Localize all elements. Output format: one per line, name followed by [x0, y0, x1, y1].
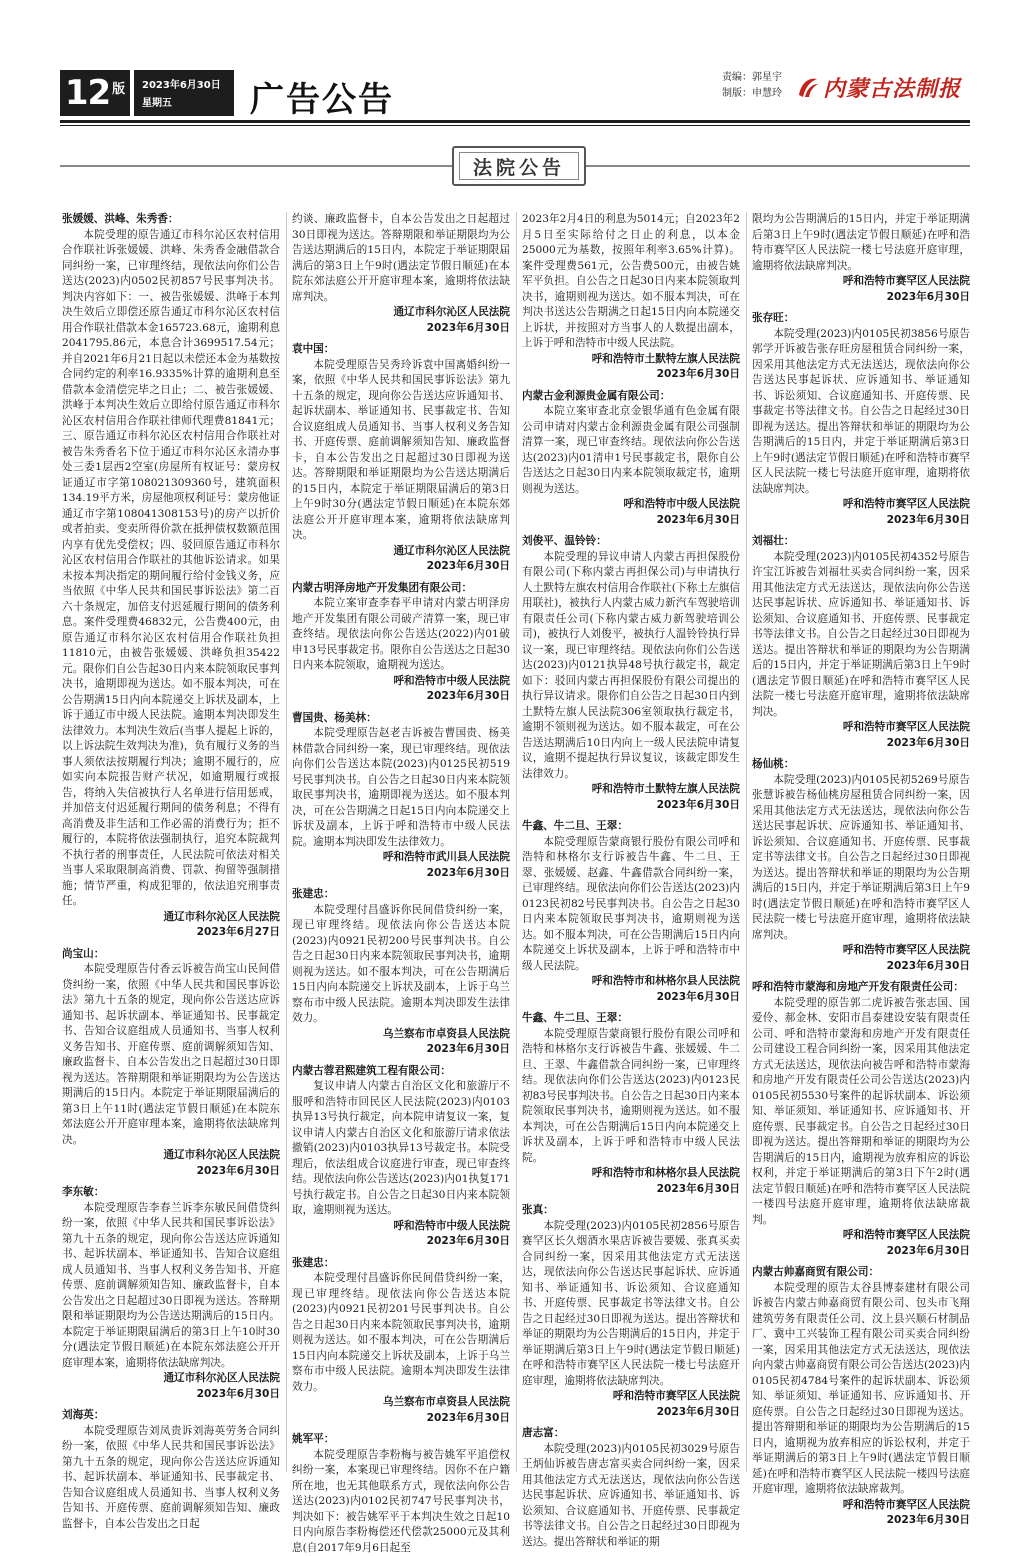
notice-body: 本院受理付昌盛诉你民间借贷纠纷一案，现已审理终结。现依法向你公告送达本院(2023)内0921民初200号民事判决书。自公告之日起30日内来本院领取民事判决书，逾期则视为送达。如不服本判决，可在公告期满后15日内向本院递交上诉状及副本，上诉于乌兰察布市中级人民法院。逾期本判决即发生法律效力。	[292, 903, 510, 1027]
notice-court: 呼和浩特市赛罕区人民法院	[522, 1389, 740, 1405]
notice-body: 本院受理原告刘凤贵诉刘海英劳务合同纠纷一案，依照《中华人民共和国民事诉讼法》第九十五条的规定，现向你公告送达应诉通知书、起诉状副本、举证通知书、民事裁定书、告知合议庭组成人员通知书、当事人权利义务告知书、开庭传票、庭前调解须知告知、廉政监督卡，自本公告发出之日起	[62, 1424, 280, 1533]
notice-court: 呼和浩特市和林格尔县人民法院	[522, 1166, 740, 1182]
notice-court: 通辽市科尔沁区人民法院	[62, 910, 280, 926]
masthead-rule-thick	[60, 120, 970, 123]
court-notice	[752, 534, 970, 751]
notice-court: 呼和浩特市中级人民法院	[522, 497, 740, 513]
notice-addressee: 刘俊平、温铃铃：	[522, 534, 740, 550]
notice-date: 2023年6月30日	[752, 513, 970, 529]
notice-court: 呼和浩特市赛罕区人民法院	[752, 1228, 970, 1244]
notice-body: 本院受理(2023)内0105民初2856号原告赛罕区长久烟酒水果店诉被告要媛、张真买卖合同纠纷一案，因采用其他法定方式无法送达，现依法向你公告送达民事起诉状、应诉通知书、举证通知书、诉讼须知、合议庭通知书、开庭传票、民事裁定书等法律文书。自公告之日起经过30日即视为送达。提出答辩状和举证的期限均为公告期满后的15日内，并定于举证期满后第3日上午9时(遇法定节假日顺延)在呼和浩特市赛罕区人民法院一楼七号法庭开庭审理，逾期将依法缺席判决。	[522, 1219, 740, 1390]
column-1	[62, 212, 280, 1472]
notice-addressee: 张存旺：	[752, 311, 970, 327]
notice-addressee: 张媛媛、洪峰、朱秀香：	[62, 212, 280, 228]
notice-date: 2023年6月27日	[62, 925, 280, 941]
paper-logo-icon	[795, 75, 821, 101]
notice-addressee: 张建忠：	[292, 1256, 510, 1272]
court-notice	[62, 1185, 280, 1402]
column-divider	[286, 212, 287, 1472]
notice-date: 2023年6月30日	[752, 959, 970, 975]
court-notice	[752, 1265, 970, 1529]
notice-court: 通辽市科尔沁区人民法院	[292, 544, 510, 560]
court-notice-banner	[0, 146, 1024, 186]
notice-body: 2023年2月4日的利息为5014元；自2023年2月5日至实际给付之日止的利息，以本金25000元为基数，按照年利率3.65%计算)。案件受理费561元，公告费500元，由被告姚军平负担。自公告之日起30日内来本院领取判决书，逾期则视为送达。如不服本判决，可在判决书送达公告期满之日起15日内向本院递交上诉状，并按照对方当事人的人数提出副本，上诉于呼和浩特市中级人民法院。	[522, 212, 740, 352]
notice-addressee: 刘福壮：	[752, 534, 970, 550]
notice-addressee: 内蒙古帅嘉商贸有限公司：	[752, 1265, 970, 1281]
notice-date: 2023年6月30日	[292, 689, 510, 705]
court-notice	[292, 342, 510, 575]
paper-logo	[795, 72, 961, 103]
masthead	[60, 70, 970, 118]
notice-addressee: 李东敏：	[62, 1185, 280, 1201]
producer-line: 制版：申慧玲	[722, 86, 782, 102]
notice-body: 本院受理原告蒙商银行股份有限公司呼和浩特和林格尔支行诉被告牛鑫、牛二旦、王翠、张媛媛、赵鑫、牛鑫借款合同纠纷一案，已审理终结。现依法向你们公告送达(2023)内0123民初82号民事判决书。自公告之日起30日内来本院领取民事判决书，逾期则视为送达。如不服本判决，可在公告期满后15日内向本院递交上诉状及副本，上诉于呼和浩特市中级人民法院。	[522, 835, 740, 975]
notice-addressee: 内蒙古金利源贵金属有限公司：	[522, 389, 740, 405]
column-2	[292, 212, 510, 1472]
notice-date: 2023年6月30日	[522, 513, 740, 529]
editor-credits	[722, 70, 782, 102]
notice-body: 复议申请人内蒙古自治区文化和旅游厅不服呼和浩特市回民区人民法院(2023)内0103执异13号执行裁定，向本院申请复议一案，复议申请人内蒙古自治区文化和旅游厅请求依法撤销(2023)内0103执异13号裁定书。本院受理后，依法组成合议庭进行审查，现已审查终结。现依法向你公告送达(2023)内01执复171号执行裁定书。自公告之日起30日内来本院领取，逾期则视为送达。	[292, 1079, 510, 1219]
paper-name: 内蒙古法制报	[823, 72, 961, 103]
court-notice	[522, 1426, 740, 1550]
notice-court: 通辽市科尔沁区人民法院	[62, 1371, 280, 1387]
notice-body: 本院立案审查李春平申请对内蒙古明泽房地产开发集团有限公司破产清算一案，现已审查终结。现依法向你公告送达(2022)内01破申13号民事裁定书。限你自公告送达之日起30日内来本院领取，逾期视为送达。	[292, 596, 510, 674]
court-notice	[292, 581, 510, 705]
notice-addressee: 姚军平：	[292, 1432, 510, 1448]
court-notice	[522, 819, 740, 1005]
notice-body: 本院受理的异议申请人内蒙古再担保股份有限公司(下称内蒙古再担保公司)与申请执行人土默特左旗农村信用合作联社(下称土左旗信用联社)，被执行人内蒙古威力新汽车驾驶培训有限责任公司(下称内蒙古威力新驾驶培训公司)，被执行人刘俊平，被执行人温铃铃执行异议一案，现已审理终结。现依法向你们公告送达(2023)内0121执异48号执行裁定书，裁定如下：驳回内蒙古再担保股份有限公司提出的执行异议请求。限你们自公告之日起30日内到土默特左旗人民法院306室领取执行裁定书，逾期不领则视为送达。如不服本裁定，可在公告送达期满后10日内向上一级人民法院申请复议，逾期不提起执行异议复议，该裁定即发生法律效力。	[522, 550, 740, 783]
court-notice	[292, 887, 510, 1058]
banner-title: 法院公告	[459, 152, 579, 180]
notice-date: 2023年6月30日	[292, 559, 510, 575]
banner-line-right	[582, 165, 970, 167]
notice-addressee: 张建忠：	[292, 887, 510, 903]
banner-line-left	[60, 165, 452, 167]
issue-weekday: 星期五	[142, 95, 234, 113]
court-notice	[752, 311, 970, 528]
notice-body: 本院受理(2023)内0105民初3029号原告王炳仙诉被告唐志富买卖合同纠纷一案，因采用其他法定方式无法送达，现依法向你公告送达民事起诉状、应诉通知书、举证通知书、诉讼须知、合议庭通知书、开庭传票、民事裁定书等法律文书。自公告之日起经过30日即视为送达。提出答辩状和举证的期	[522, 1442, 740, 1551]
court-notice	[522, 1011, 740, 1197]
notice-body: 本院受理的原告通辽市科尔沁区农村信用合作联社诉张媛媛、洪峰、朱秀香金融借款合同纠纷一案，已审理终结，现依法向你们公告送达(2023)内0502民初857号民事判决书。判决内容如下：一、被告张媛媛、洪峰于本判决生效后立即偿还原告通辽市科尔沁区农村信用合作联社借款本金165723.68元，逾期利息2041795.86元，本息合计3699517.54元；并自2021年6月21日起以未偿还本金为基数按合同约定的利率16.9335%计算的逾期利息至借款本金清偿完毕之日止；二、被告张媛媛、洪峰于本判决生效后立即给付原告通辽市科尔沁区农村信用合作联社律师代理费81841元；三、原告通辽市科尔沁区农村信用合作联社对被告朱秀香名下位于通辽市科尔沁区永清办事处三委1层西2空室(房屋所有权证号：蒙房权证通辽市字第108021309360号，建筑面积134.19平方米，房屋他项权利证号：蒙房他证通辽市字第108041308153号)的房产以折价或者拍卖、变卖所得价款在抵押债权数额范围内享有优先受偿权；四、驳回原告通辽市科尔沁区农村信用合作联社的其他诉讼请求。如果未按本判决指定的期间履行给付金钱义务，应当依照《中华人民共和国民事诉讼法》第二百六十条规定，加倍支付迟延履行期间的债务利息。案件受理费46832元，公告费400元，由原告通辽市科尔沁区农村信用合作联社负担11810元，由被告张媛媛、洪峰负担35422元。限你们自公告起30日内来本院领取民事判决书，逾期即视为送达。如不服本判决，可在公告期满15日内向本院递交上诉状及副本，上诉于通辽市中级人民法院。逾期本判决即发生法律效力。本判决生效后(当事人提起上诉的，以上诉法院生效判决为准)，负有履行义务的当事人须依法按期履行判决；逾期不履行的，应如实向本院报告财产状况，如逾期履行或报告，将纳入失信被执行人名单进行信用惩戒，并加倍支付迟延履行期间的债务利息；不得有高消费及非生活和工作必需的消费行为；拒不履行的，本院将依法强制执行，追究本院裁判不执行者的刑事责任，人民法院可依法对相关当事人采取限制高消费、罚款、拘留等强制措施；情节严重，构成犯罪的，依法追究刑事责任。	[62, 228, 280, 910]
notice-date: 2023年6月30日	[292, 1234, 510, 1250]
notice-body: 限均为公告期满后的15日内，并定于举证期满后第3日上午9时(遇法定节假日顺延)在呼和浩特市赛罕区人民法院一楼七号法庭开庭审理，逾期将依法缺席判决。	[752, 212, 970, 274]
notice-date: 2023年6月30日	[292, 1042, 510, 1058]
column-3	[522, 212, 740, 1472]
notice-body: 本院受理原告李春兰诉李东敏民间借贷纠纷一案，依照《中华人民共和国民事诉讼法》第九十五条的规定，现向你公告送达应诉通知书、起诉状副本、举证通知书、告知合议庭组成人员通知书、当事人权利义务告知书、开庭传票、庭前调解须知告知、廉政监督卡，自本公告发出之日起超过30日即视为送达。答辩期限和举证期限均为公告送达期满后的15日内。本院定于举证期限届满后的第3日上午10时30分(遇法定节假日顺延)在本院东郊法庭公开开庭审理本案，逾期将依法缺席判决。	[62, 1201, 280, 1372]
notice-date: 2023年6月30日	[752, 290, 970, 306]
notice-date: 2023年6月30日	[292, 866, 510, 882]
notice-date: 2023年6月30日	[522, 1182, 740, 1198]
banner-frame	[452, 146, 586, 186]
notice-date: 2023年6月30日	[522, 990, 740, 1006]
notice-court: 呼和浩特市赛罕区人民法院	[752, 720, 970, 736]
notice-addressee: 呼和浩特市蒙海和房地产开发有限责任公司：	[752, 980, 970, 996]
notice-addressee: 唐志富：	[522, 1426, 740, 1442]
notice-court: 呼和浩特市赛罕区人民法院	[752, 943, 970, 959]
court-notice	[292, 1064, 510, 1250]
notice-court: 呼和浩特市武川县人民法院	[292, 850, 510, 866]
notice-court: 呼和浩特市土默特左旗人民法院	[522, 352, 740, 368]
notice-body: 本院受理原告吴秀玲诉袁中国离婚纠纷一案，依照《中华人民共和国民事诉讼法》第九十五条的规定，现向你公告送达应诉通知书、起诉状副本、举证通知书、民事裁定书、告知合议庭组成人员通知书、当事人权利义务告知书、开庭传票、庭前调解须知告知、廉政监督卡，自本公告发出之日起超过30日即视为送达。答辩期限和举证期限均为公告送达期满后的15日内，本院定于举证期限届满后的第3日上午9时30分(遇法定节假日顺延)在本院东郊法庭公开开庭审理本案，逾期将依法缺席判决。	[292, 358, 510, 544]
court-notice	[292, 1256, 510, 1427]
notice-body: 本院受理原告赵老吉诉被告曹国贵、杨美林借款合同纠纷一案，现已审理终结。现依法向你们公告送达本院(2023)内0125民初519号民事判决书。自公告之日起30日内来本院领取民事判决书，逾期即视为送达。如不服本判决，可在公告期满之日起15日内向本院递交上诉状及副本，上诉于呼和浩特市中级人民法院。逾期本判决即发生法律效力。	[292, 726, 510, 850]
notice-body: 本院受理原告蒙商银行股份有限公司呼和浩特和林格尔支行诉被告牛鑫、张媛媛、牛二旦、王翠、牛鑫借款合同纠纷一案，已审理终结。现依法向你们公告送达(2023)内0123民初83号民事判决书。自公告之日起30日内来本院领取民事判决书，逾期则视为送达。如不服本判决，可在公告期满后15日内向本院递交上诉状及副本，上诉于呼和浩特市中级人民法院。	[522, 1027, 740, 1167]
notice-body: 本院受理(2023)内0105民初5269号原告张慧诉被告杨仙桃房屋租赁合同纠纷一案，因采用其他法定方式无法送达，现依法向你公告送达民事起诉状、应诉通知书、举证通知书、诉讼须知、合议庭通知书、开庭传票、民事裁定书等法律文书。自公告之日起经过30日即视为送达。提出答辩状和举证的期限均为公告期满后的15日内，并定于举证期满后第3日上午9时(遇法定节假日顺延)在呼和浩特市赛罕区人民法院一楼七号法庭开庭审理，逾期将依法缺席判决。	[752, 773, 970, 944]
section-title: 广告公告	[250, 72, 394, 121]
notice-addressee: 张真：	[522, 1203, 740, 1219]
column-divider	[516, 212, 517, 1472]
page-number-box	[60, 70, 130, 116]
notice-court: 乌兰察布市卓资县人民法院	[292, 1027, 510, 1043]
notice-body: 本院立案审查北京金银华通有色金属有限公司申请对内蒙古金利源贵金属有限公司强制清算一案，现已审查终结。现依法向你公告送达(2023)内01清申1号民事裁定书，限你自公告送达之日起30日内来本院领取裁定书，逾期则视为送达。	[522, 404, 740, 497]
court-notice	[752, 980, 970, 1259]
masthead-rule-thin	[60, 125, 970, 126]
notice-date: 2023年6月30日	[62, 1387, 280, 1403]
court-notice	[62, 1408, 280, 1532]
editor-line: 责编：郭星宇	[722, 70, 782, 86]
court-notice	[522, 212, 740, 383]
notice-addressee: 牛鑫、牛二旦、王翠：	[522, 819, 740, 835]
notice-body: 本院受理(2023)内0105民初3856号原告郭学开诉被告张存旺房屋租赁合同纠纷一案，因采用其他法定方式无法送达，现依法向你公告送达民事起诉状、应诉通知书、举证通知书、诉讼须知、合议庭通知书、开庭传票、民事裁定书等法律文书。自公告之日起经过30日即视为送达。提出答辩状和举证的期限均为公告期满后的15日内，并定于举证期满后第3日上午9时(遇法定节假日顺延)在呼和浩特市赛罕区人民法院一楼七号法庭开庭审理，逾期将依法缺席判决。	[752, 327, 970, 498]
page-number: 12	[65, 73, 110, 113]
notice-addressee: 袁中国：	[292, 342, 510, 358]
notice-date: 2023年6月30日	[522, 1405, 740, 1421]
notice-body: 本院受理付昌盛诉你民间借贷纠纷一案，现已审理终结。现依法向你公告送达本院(2023)内0921民初201号民事判决书。自公告之日起30日内来本院领取民事判决书，逾期则视为送达。如不服本判决，可在公告期满后15日内向本院递交上诉状及副本，上诉于乌兰察布市中级人民法院。逾期本判决即发生法律效力。	[292, 1271, 510, 1395]
court-notice	[752, 757, 970, 974]
notice-court: 呼和浩特市赛罕区人民法院	[752, 274, 970, 290]
page-unit: 版	[112, 78, 125, 97]
court-notice	[292, 711, 510, 882]
notice-date: 2023年6月30日	[292, 321, 510, 337]
notice-court: 呼和浩特市中级人民法院	[292, 674, 510, 690]
column-4	[752, 212, 970, 1472]
notice-body: 本院受理原告李粉梅与被告姚军平追偿权纠纷一案，本案现已审理终结。因你不在户籍所在地，也无其他联系方式，现依法向你公告送达(2023)内0102民初747号民事判决书，判决如下：被告姚军平于本判决生效之日起10日内向原告李粉梅偿还代偿款25000元及其利息(自2017年9月6日起至	[292, 1448, 510, 1556]
column-divider	[746, 212, 747, 1472]
notice-date: 2023年6月30日	[752, 1244, 970, 1260]
court-notice	[62, 947, 280, 1180]
notice-date: 2023年6月30日	[522, 367, 740, 383]
notice-addressee: 尚宝山：	[62, 947, 280, 963]
notice-court: 通辽市科尔沁区人民法院	[62, 1148, 280, 1164]
notice-court: 通辽市科尔沁区人民法院	[292, 305, 510, 321]
notice-court: 呼和浩特市中级人民法院	[292, 1219, 510, 1235]
court-notice	[292, 1432, 510, 1556]
notice-addressee: 刘海英：	[62, 1408, 280, 1424]
court-notice	[522, 1203, 740, 1420]
notice-court: 呼和浩特市赛罕区人民法院	[752, 497, 970, 513]
court-notice	[752, 212, 970, 305]
notice-addressee: 内蒙古蓉君熙建筑工程有限公司：	[292, 1064, 510, 1080]
notice-body: 约谈、廉政监督卡，自本公告发出之日起超过30日即视为送达。答辩期限和举证期限均为公告送达期满后的15日内，本院定于举证期限届满后的第3日上午9时(遇法定节假日顺延)在本院东郊法庭公开开庭审理本案，逾期将依法缺席判决。	[292, 212, 510, 305]
notice-body: 本院受理(2023)内0105民初4352号原告许宝江诉被告刘福壮买卖合同纠纷一案，因采用其他法定方式无法送达，现依法向你公告送达民事起诉状、应诉通知书、举证通知书、诉讼须知、合议庭通知书、开庭传票、民事裁定书等法律文书。自公告之日起经过30日即视为送达。提出答辩状和举证的期限均为公告期满后的15日内，并定于举证期满后第3日上午9时(遇法定节假日顺延)在呼和浩特市赛罕区人民法院一楼七号法庭开庭审理，逾期将依法缺席判决。	[752, 550, 970, 721]
court-notice	[522, 534, 740, 813]
notice-addressee: 内蒙古明泽房地产开发集团有限公司：	[292, 581, 510, 597]
notice-body: 本院受理的原告太谷县博泰建材有限公司诉被告内蒙古帅嘉商贸有限公司、包头市飞翔建筑劳务有限责任公司、汶上县兴顺石材制品厂、冀中工兴装饰工程有限公司买卖合同纠纷一案，因采用其他法定方式无法送达，现依法向内蒙古帅嘉商贸有限公司公告送达(2023)内0105民初4784号案件的起诉状副本、诉讼须知、举证须知、举证通知书、应诉通知书、开庭传票。自公告之日起经过30日即视为送达。提出答辩期和举证的期限均为公告期满后的15日内，逾期视为放弃相应的诉讼权利，并定于举证期满后的第3日上午9时(遇法定节假日顺延)在呼和浩特市赛罕区人民法院一楼四号法庭开庭审理，逾期将依法缺席裁判。	[752, 1281, 970, 1498]
notice-date: 2023年6月30日	[292, 1411, 510, 1427]
notice-body: 本院受理的原告郭二虎诉被告张志国、国爱伶、郝金林、安阳市昌泰建设安装有限责任公司、呼和浩特市蒙海和房地产开发有限责任公司建设工程合同纠纷一案，因采用其他法定方式无法送达，现依法向被告呼和浩特市蒙海和房地产开发有限责任公司公告送达(2023)内0105民初5530号案件的起诉状副本、诉讼须知、举证须知、举证通知书、应诉通知书、开庭传票、民事裁定书。自公告之日起经过30日即视为送达。提出答辩期和举证的期限均为公告期满后的15日内，逾期视为放弃相应的诉讼权利，并定于举证期满后的第3日下午2时(遇法定节假日顺延)在呼和浩特市赛罕区人民法院一楼四号法庭开庭审理，逾期将依法缺席裁判。	[752, 996, 970, 1229]
court-notice	[62, 212, 280, 941]
notice-court: 呼和浩特市赛罕区人民法院	[752, 1498, 970, 1514]
issue-date: 2023年6月30日	[142, 77, 234, 95]
notice-court: 呼和浩特市土默特左旗人民法院	[522, 782, 740, 798]
court-notice	[292, 212, 510, 336]
notice-addressee: 曹国贵、杨美林：	[292, 711, 510, 727]
notice-body: 本院受理原告付香云诉被告尚宝山民间借贷纠纷一案，依照《中华人民共和国民事诉讼法》第九十五条的规定，现向你公告送达应诉通知书、起诉状副本、举证通知书、民事裁定书、告知合议庭组成人员通知书、当事人权利义务告知书、开庭传票、庭前调解须知告知、廉政监督卡、自本公告发出之日起超过30日即视为送达。答辩期限和举证期限均为公告送达期满后的15日内。本院定于举证期限届满后的第3日上午11时(遇法定节假日顺延)在本院东郊法庭公开开庭审理本案，逾期将依法缺席判决。	[62, 962, 280, 1148]
notice-addressee: 杨仙桃：	[752, 757, 970, 773]
notice-date: 2023年6月30日	[62, 1164, 280, 1180]
notice-date: 2023年6月30日	[752, 1513, 970, 1529]
notice-court: 呼和浩特市和林格尔县人民法院	[522, 974, 740, 990]
notice-date: 2023年6月30日	[752, 736, 970, 752]
court-notice	[522, 389, 740, 529]
notice-date: 2023年6月30日	[522, 798, 740, 814]
notice-addressee: 牛鑫、牛二旦、王翠：	[522, 1011, 740, 1027]
notice-court: 乌兰察布市卓资县人民法院	[292, 1395, 510, 1411]
issue-date-box	[134, 70, 234, 116]
